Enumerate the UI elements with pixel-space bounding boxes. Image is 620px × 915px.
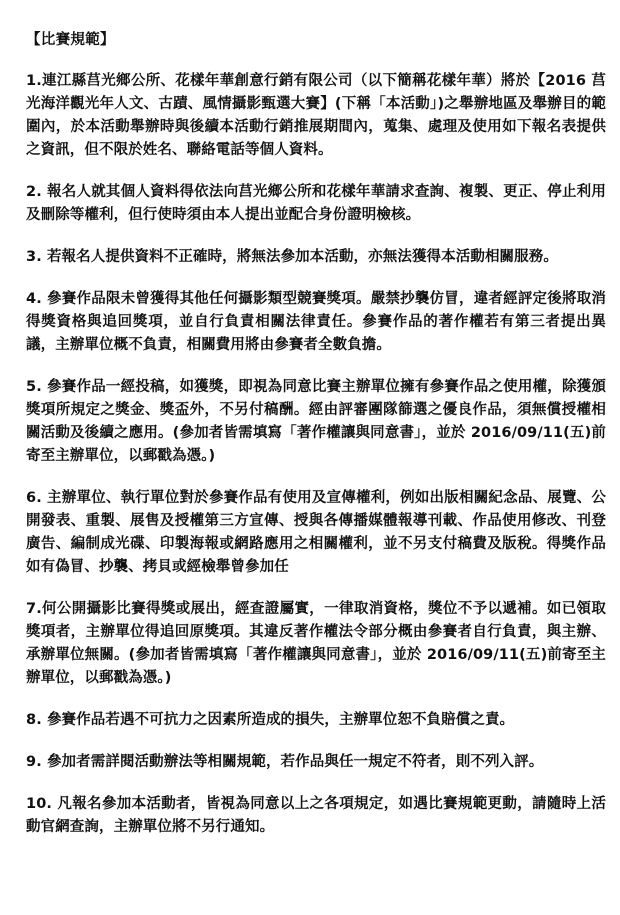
rule-item-8: 8. 參賽作品若遇不可抗力之因素所造成的損失，主辦單位恕不負賠償之責。 (26, 712, 515, 728)
rule-item-2: 2. 報名人就其個人資料得依法向莒光鄉公所和花樣年華請求查詢、複製、更正、停止利用及刪除等權利，但行使時須由本人提出並配合身份證明檢核。 (26, 184, 606, 223)
rule-item-7: 7.何公開攝影比賽得獎或展出，經查證屬實，一律取消資格，獎位不予以遞補。如已領取獎項者，主辦單位得追回原獎項。其違反著作權法令部分概由參賽者自行負責，與主辦、承辦單位無關。(參加者皆需填寫「著作權讓與同意書」，並於 2016/09/11(五)前寄至主辦單位，以郵戳為憑。) (26, 601, 606, 686)
rule-item-4: 4. 參賽作品限未曾獲得其他任何攝影類型競賽獎項。嚴禁抄襲仿冒，違者經評定後將取消得獎資格與追回獎項，並自行負責相關法律責任。參賽作品的著作權若有第三者提出異議，主辦單位概不負責，相關費用將由參賽者全數負擔。 (26, 291, 606, 353)
rule-item-6: 6. 主辦單位、執行單位對於參賽作品有使用及宣傳權利，例如出版相關紀念品、展覽、公開發表、重製、展售及授權第三方宣傳、授與各傳播媒體報導刊載、作品使用修改、刊登廣告、編制成光碟、印製海報或網路應用之相關權利，並不另支付稿費及版稅。得獎作品如有偽冒、抄襲、拷貝或經檢舉曾參加任 (26, 490, 606, 575)
rule-item-1: 1.連江縣莒光鄉公所、花樣年華創意行銷有限公司（以下簡稱花樣年華）將於【2016 莒光海洋觀光年人文、古蹟、風情攝影甄選大賽】(下稱「本活動」)之舉辦地區及舉辦目的範圍內，於本活動舉辦時與後續本活動行銷推展期間內，蒐集、處理及使用如下報名表提供之資訊，但不限於姓名、聯絡電話等個人資料。 (26, 73, 606, 158)
rule-item-3: 3. 若報名人提供資料不正確時，將無法參加本活動，亦無法獲得本活動相關服務。 (26, 249, 558, 265)
rule-item-9: 9. 參加者需詳閱活動辦法等相關規範，若作品與任一規定不符者，則不列入評。 (26, 754, 544, 770)
document-title: 【比賽規範】 (26, 32, 115, 48)
rules-list (26, 70, 606, 839)
rule-item-5: 5. 參賽作品一經投稿，如獲獎，即視為同意比賽主辦單位擁有參賽作品之使用權，除獲頒獎項所規定之獎金、獎盃外，不另付稿酬。經由評審團隊篩選之優良作品，須無償授權相關活動及後續之應用。(參加者皆需填寫「著作權讓與同意書」，並於 2016/09/11(五)前寄至主辦單位，以郵戳為憑。) (26, 379, 606, 464)
rule-item-10: 10. 凡報名參加本活動者，皆視為同意以上之各項規定，如遇比賽規範更動，請隨時上活動官網查詢，主辦單位將不另行通知。 (26, 796, 606, 835)
